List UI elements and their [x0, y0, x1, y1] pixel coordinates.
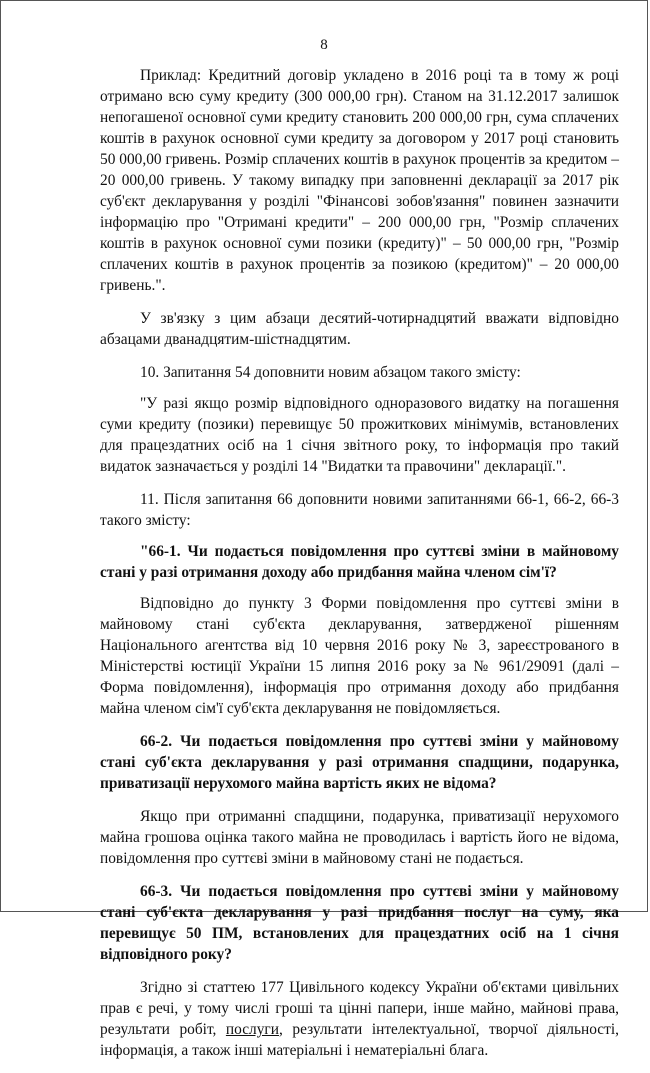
paragraph-item-11: 11. Після запитання 66 доповнити новими запитаннями 66-1, 66-2, 66-3 такого змісту: [100, 491, 619, 529]
paragraph-example: Приклад: Кредитний договір укладено в 2016 році та в тому ж році отримано всю суму кредиту (300 000,00 грн). Станом на 31.12.2017 залишок непогашеної основної суми кредиту становить 200 000,00 грн, сума сплачених коштів в рахунок основної суми кредиту за договором у 2017 році становить 50 000,00 гривень. Розмір сплачених коштів в рахунок процентів за кредитом – 20 000,00 гривень. У такому випадку при заповненні декларації за 2017 рік суб'єкт декларування у розділі "Фінансові зобов'язання" повинен зазначити інформацію про "Отримані кредити" – 200 000,00 грн, "Розмір сплачених коштів в рахунок основної суми позики (кредиту)" – 50 000,00 грн, "Розмір сплачених коштів в рахунок процентів за позикою (кредитом)" – 20 000,00 гривень.". [100, 67, 619, 294]
answer-66-3-text-end: , результати інтелектуальної, творчої діяльності, інформація, а також інші матеріальні і нематеріальні блага. [100, 1021, 619, 1059]
document-body [100, 65, 619, 1073]
question-66-2: 66-2. Чи подається повідомлення про суттєві зміни у майновому стані суб'єкта декларування у разі отримання спадщини, подарунка, приватизації нерухомого майна вартість яких не відома? [100, 733, 619, 792]
answer-66-3 [100, 977, 619, 1061]
paragraph-new-abzac: "У разі якщо розмір відповідного одноразового видатку на погашення суми кредиту (позики) перевищує 50 прожиткових мінімумів, встановлених для працездатних осіб на 1 січня звітного року, то інформація про такий видаток зазначається у розділі 14 "Видатки та правочини" декларації.". [100, 395, 619, 475]
paragraph-item-10: 10. Запитання 54 доповнити новим абзацом такого змісту: [140, 364, 521, 381]
page-number: 8 [320, 37, 328, 53]
underlined-term-services: послуги [225, 1021, 279, 1038]
answer-66-3-text-start: Згідно зі статтею 177 Цивільного кодексу України об'єктами цивільних прав є речі, у тому числі гроші та цінні папери, інше майно, майнові права, результати робіт, [100, 979, 619, 1038]
answer-66-2: Якщо при отриманні спадщини, подарунка, приватизації нерухомого майна грошова оцінка такого майна не проводилась і вартість його не відома, повідомлення про суттєві зміни в майновому стані не подається. [100, 808, 619, 867]
answer-66-1: Відповідно до пункту 3 Форми повідомлення про суттєві зміни в майновому стані суб'єкта декларування, затвердженої рішенням Національного агентства від 10 червня 2016 року № 3, зареєстрованого в Міністерстві юстиції України 15 липня 2016 року за № 961/29091 (далі – Форма повідомлення), інформація про отримання доходу або придбання майна членом сім'ї суб'єкта декларування не повідомляється. [100, 595, 619, 717]
question-66-3: 66-3. Чи подається повідомлення про суттєві зміни у майновому стані суб'єкта декларування у разі придбання послуг на суму, яка перевищує 50 ПМ, встановлених для працездатних осіб на 1 січня відповідного року? [100, 883, 619, 963]
question-66-1: "66-1. Чи подається повідомлення про суттєві зміни в майновому стані у разі отримання доходу або придбання майна членом сім'ї? [100, 543, 619, 581]
paragraph-renumbering: У зв'язку з цим абзаци десятий-чотирнадцятий вважати відповідно абзацами дванадцятим-шістнадцятим. [100, 310, 619, 348]
